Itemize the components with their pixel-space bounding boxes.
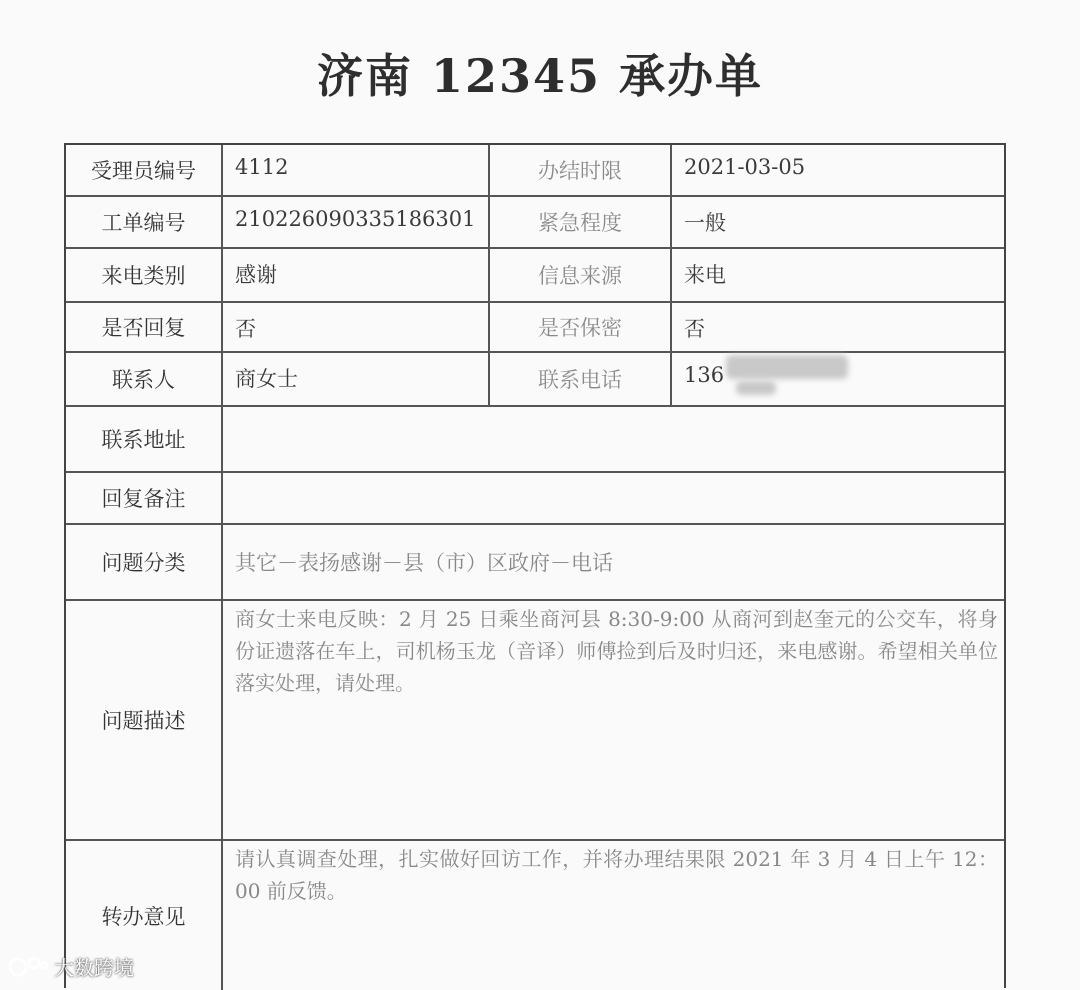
- value-reply-required: 否: [223, 303, 490, 351]
- label-confidential: 是否保密: [490, 303, 672, 351]
- label-deadline: 办结时限: [490, 145, 672, 195]
- value-deadline: 2021-03-05: [684, 155, 806, 179]
- label-address: 联系地址: [66, 407, 223, 471]
- watermark-text: 大数跨境: [54, 956, 134, 980]
- table-row: [66, 841, 1004, 990]
- watermark-logo-icon: [8, 954, 50, 980]
- redacted-phone: [736, 381, 776, 395]
- value-transfer-opinion: 请认真调查处理，扎实做好回访工作，并将办理结果限 2021 年 3 月 4 日上午 12：00 前反馈。: [235, 847, 998, 903]
- form-table: [64, 143, 1006, 988]
- value-urgency: 一般: [684, 211, 726, 235]
- label-reply-note: 回复备注: [66, 473, 223, 523]
- table-row: [66, 353, 1004, 407]
- label-call-type: 来电类别: [66, 249, 223, 301]
- label-transfer-opinion: 转办意见: [66, 841, 223, 990]
- label-info-source: 信息来源: [490, 249, 672, 301]
- table-row: [66, 197, 1004, 249]
- label-contact-phone: 联系电话: [490, 353, 672, 405]
- value-issue-category: 其它－表扬感谢－县（市）区政府－电话: [235, 551, 613, 575]
- table-row: [66, 407, 1004, 473]
- value-info-source: 来电: [684, 263, 726, 287]
- value-reply-note: [223, 473, 1006, 523]
- value-confidential: 否: [684, 317, 705, 341]
- label-operator-id: 受理员编号: [66, 145, 223, 195]
- label-ticket-no: 工单编号: [66, 197, 223, 247]
- value-contact-person: 商女士: [223, 353, 490, 405]
- document-title: 济南 12345 承办单: [316, 49, 764, 103]
- label-issue-description: 问题描述: [66, 601, 223, 839]
- label-issue-category: 问题分类: [66, 525, 223, 599]
- label-urgency: 紧急程度: [490, 197, 672, 247]
- label-reply-required: 是否回复: [66, 303, 223, 351]
- table-row: [66, 303, 1004, 353]
- value-issue-description: 商女士来电反映：2 月 25 日乘坐商河县 8:30-9:00 从商河到赵奎元的公交车，将身份证遗落在车上，司机杨玉龙（音译）师傅捡到后及时归还，来电感谢。希望相关单位落实处理，请处理。: [235, 607, 998, 695]
- value-ticket-no: 210226090335186301: [223, 197, 490, 247]
- label-contact-person: 联系人: [66, 353, 223, 405]
- table-row: [66, 601, 1004, 841]
- watermark: [8, 952, 134, 981]
- table-row: [66, 525, 1004, 601]
- value-call-type: 感谢: [223, 249, 490, 301]
- table-row: [66, 473, 1004, 525]
- value-address: [223, 407, 1006, 471]
- value-operator-id: 4112: [223, 145, 490, 195]
- table-row: [66, 145, 1004, 197]
- table-row: [66, 249, 1004, 303]
- redacted-phone: [726, 355, 848, 379]
- phone-prefix: 136: [684, 363, 725, 387]
